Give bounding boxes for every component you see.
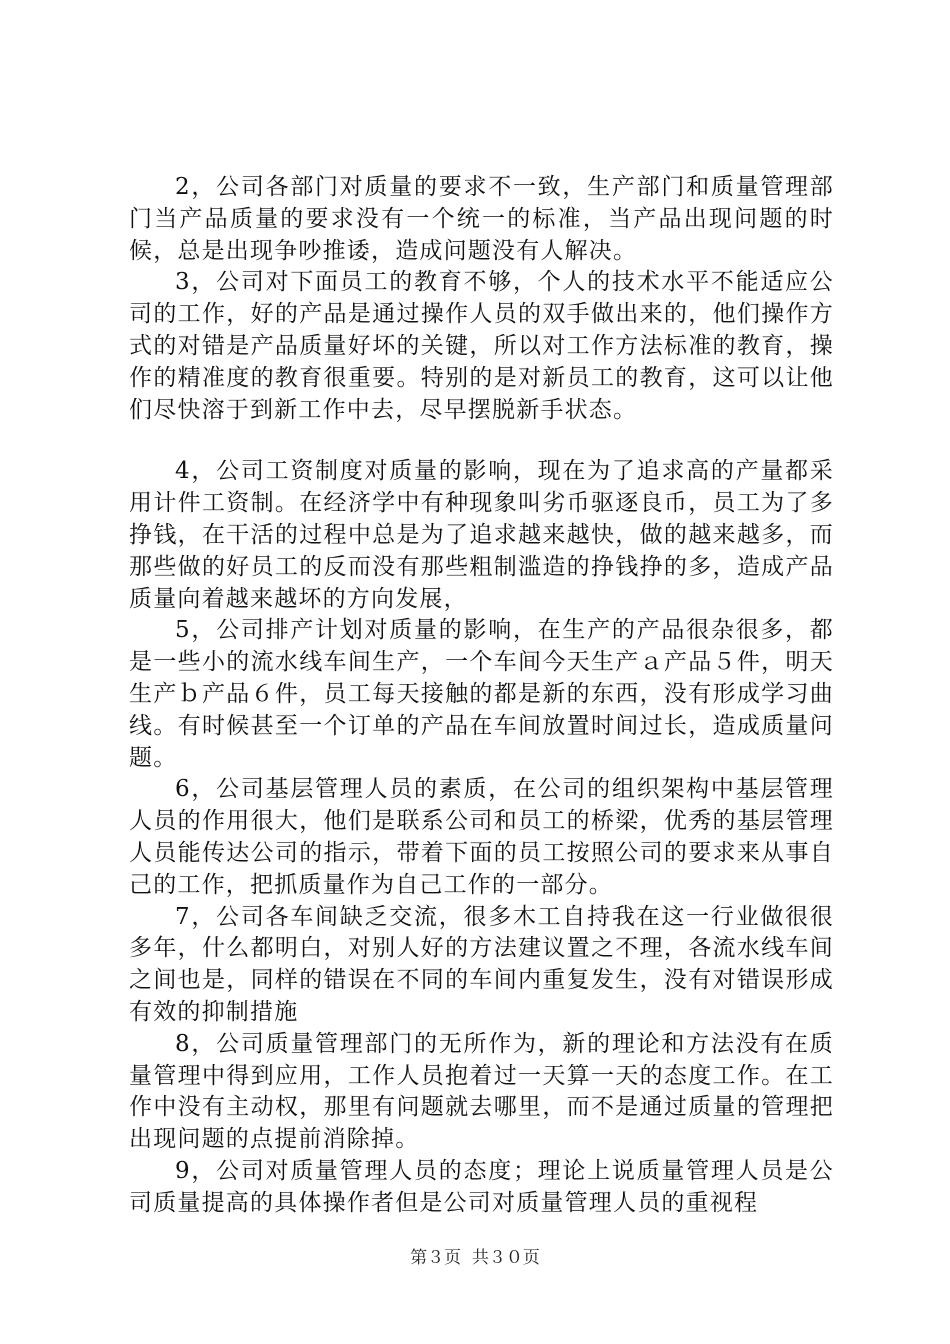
paragraph-2: 2，公司各部门对质量的要求不一致，生产部门和质量管理部门当产品质量的要求没有一个统一的标准，当产品出现问题的时候，总是出现争吵推诿，造成问题没有人解决。 — [129, 174, 834, 264]
paragraph-3: 3，公司对下面员工的教育不够，个人的技术水平不能适应公司的工作，好的产品是通过操作人员的双手做出来的，他们操作方式的对错是产品质量好坏的关键，所以对工作方法标准的教育，操作的精准度的教育很重要。特别的是对新员工的教育，这可以让他们尽快溶于到新工作中去，尽早摆脱新手状态。 — [129, 269, 834, 423]
paragraph-6: 6，公司基层管理人员的素质，在公司的组织架构中基层管理人员的作用很大，他们是联系公司和员工的桥梁，优秀的基层管理人员能传达公司的指示，带着下面的员工按照公司的要求来从事自己的工作，把抓质量作为自己工作的一部分。 — [129, 776, 834, 898]
paragraph-5: 5，公司排产计划对质量的影响，在生产的产品很杂很多，都是一些小的流水线车间生产，一个车间今天生产ａ产品５件，明天生产ｂ产品６件，员工每天接触的都是新的东西，没有形成学习曲线。有时候甚至一个订单的产品在车间放置时间过长，造成质量问题。 — [129, 617, 834, 771]
paragraph-4: 4，公司工资制度对质量的影响，现在为了追求高的产量都采用计件工资制。在经济学中有种现象叫劣币驱逐良币，员工为了多挣钱，在干活的过程中总是为了追求越来越快，做的越来越多，而那些做的好员工的反而没有那些粗制滥造的挣钱挣的多，造成产品质量向着越来越坏的方向发展， — [129, 458, 834, 612]
page-number: 第３页 — [410, 1248, 462, 1268]
paragraph-9: 9，公司对质量管理人员的态度；理论上说质量管理人员是公司质量提高的具体操作者但是公司对质量管理人员的重视程 — [129, 1157, 834, 1216]
page-total: 共３０页 — [471, 1248, 540, 1268]
page-footer — [0, 1243, 950, 1268]
paragraph-7: 7，公司各车间缺乏交流，很多木工自持我在这一行业做很很多年，什么都明白，对别人好的方法建议置之不理，各流水线车间之间也是，同样的错误在不同的车间内重复发生，没有对错误形成有效的抑制措施 — [129, 903, 834, 1025]
document-body — [129, 172, 834, 1220]
paragraph-8: 8，公司质量管理部门的无所作为，新的理论和方法没有在质量管理中得到应用，工作人员抱着过一天算一天的态度工作。在工作中没有主动权，那里有问题就去哪里，而不是通过质量的管理把出现问题的点提前消除掉。 — [129, 1030, 834, 1153]
